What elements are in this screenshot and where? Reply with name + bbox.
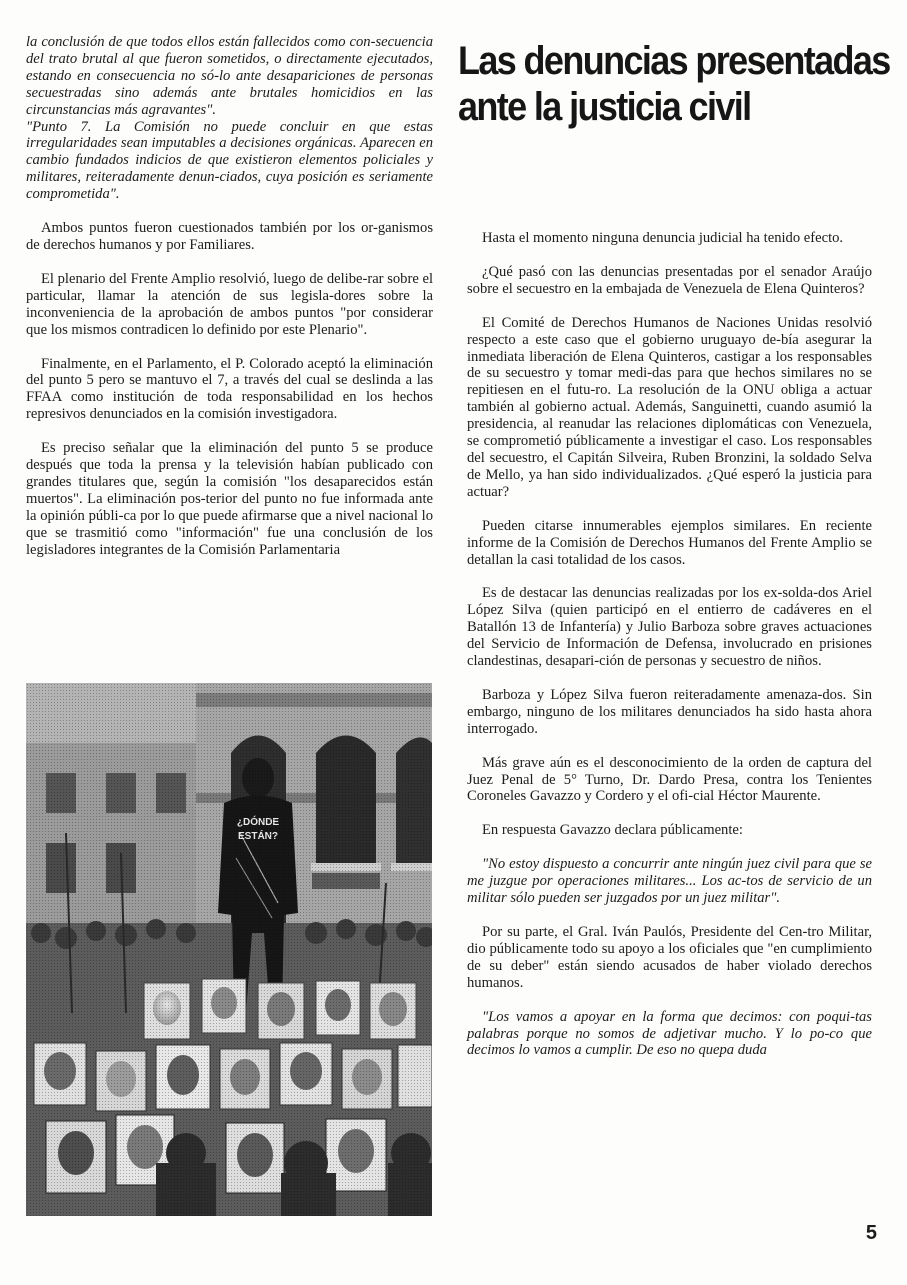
quote-paragraph: "Los vamos a apoyar en la forma que decimos: con poqui-tas palabras porque no somos de adjetivar mucho. Y lo po-co que decimos lo vamos a cumplir. De eso no quepa duda bbox=[467, 1008, 872, 1059]
body-paragraph: Por su parte, el Gral. Iván Paulós, Presidente del Cen-tro Militar, dio públicamente todo su apoyo a los oficiales que "en cumplimiento de su deber" están siendo acusados de haber violado derechos humanos. bbox=[467, 924, 872, 991]
body-paragraph: Finalmente, en el Parlamento, el P. Colorado aceptó la eliminación del punto 5 pero se mantuvo el 7, a través del cual se deslinda a las FFAA como institución de toda responsabilidad en los hechos represivos denunciados en la comisión investigadora. bbox=[26, 355, 433, 423]
quote-paragraph: "No estoy dispuesto a concurrir ante ningún juez civil para que se me juzgue por operaciones militares... Los ac-tos de servicio de un militar sólo pueden ser juzgados por un juez militar". bbox=[467, 856, 872, 907]
body-paragraph: Ambos puntos fueron cuestionados también por los or-ganismos de derechos humanos y por Familiares. bbox=[26, 220, 433, 253]
headline-line-2: ante la justicia civil bbox=[458, 85, 751, 129]
headline-line-1: Las denuncias presentadas bbox=[458, 39, 890, 83]
body-paragraph: En respuesta Gavazzo declara públicamente: bbox=[482, 822, 743, 839]
body-paragraph: Es de destacar las denuncias realizadas por los ex-solda-dos Ariel López Silva (quien participó en el entierro de cadáveres en el Batallón 13 de Infantería) y Julio Barboza sobre graves actuaciones del Servicio de Información de Defensa, involucrado en prisiones clandestinas, desapari-ción de personas y secuestro de niños. bbox=[467, 585, 872, 670]
body-paragraph: Hasta el momento ninguna denuncia judicial ha tenido efecto. bbox=[482, 230, 844, 246]
right-column bbox=[467, 230, 872, 1076]
body-paragraph: El plenario del Frente Amplio resolvió, luego de delibe-rar sobre el particular, llamar la atención de sus legisla-dores sobre la inconveniencia de la aprobación de ambos puntos "por considerar que los mismos contradicen lo definido por este Plenario". bbox=[26, 270, 433, 338]
body-paragraph: El Comité de Derechos Humanos de Naciones Unidas resolvió respecto a este caso que el gobierno uruguayo de-bía asegurar la inmediata liberación de Elena Quinteros, castigar a los responsables de su secuestro y tomar medi-das para que hechos similares no se repitiesen en el futu-ro. La resolución de la ONU obliga a actuar también al gobierno actual. Además, Sanguinetti, cuando asumió la presidencia, al reanudar las relaciones diplomáticas con Venezuela, se comprometió públicamente a investigar el caso. Los responsables del secuestro, el Capitán Silveira, Ruben Bronzini, la soldado Selva de Mello, ya han sido individualizados. ¿Qué esperó la justicia para actuar? bbox=[467, 314, 872, 500]
body-paragraph: Es preciso señalar que la eliminación del punto 5 se produce después que toda la prensa y la televisión habían publicado con grandes titulares que, según la comisión "los desaparecidos están muertos". La eliminación pos-terior del punto no fue informada ante la opinión públi-ca por lo que puede afirmarse que a nivel nacional lo que se trasmitió como "información" fue una conclusión de los legisladores integrantes de la Comisión Parlamentaria bbox=[26, 440, 433, 558]
protest-photo-drawing bbox=[26, 683, 432, 1216]
body-paragraph: Más grave aún es el desconocimiento de la orden de captura del Juez Penal de 5° Turno, Dr. Dardo Presa, contra los Tenientes Coroneles Gavazzo y Cordero y el ofi-cial Héctor Maurente. bbox=[467, 754, 872, 805]
quote-paragraph: "Punto 7. La Comisión no puede concluir en que estas irregularidades sean imputables a decisiones orgánicas. Aparecen en cambio fundados indicios de que existieron elementos policiales y militares, reiteradamente denun-ciados, cuya posición es seriamente comprometida". bbox=[26, 118, 433, 203]
body-paragraph: ¿Qué pasó con las denuncias presentadas por el senador Araújo sobre el secuestro en la embajada de Venezuela de Elena Quinteros? bbox=[467, 263, 872, 297]
body-paragraph: Pueden citarse innumerables ejemplos similares. En reciente informe de la Comisión de Derechos Humanos del Frente Amplio se detallan la casi totalidad de los casos. bbox=[467, 517, 872, 568]
quote-paragraph: la conclusión de que todos ellos están fallecidos como con-secuencia del trato brutal al que fueron sometidos, o directamente ejecutados, estando en consecuencia no só-lo ante desapariciones de personas secuestradas sino además ante brutales homicidios en las circunstancias más agravantes". bbox=[26, 34, 433, 118]
left-column bbox=[26, 34, 433, 575]
body-paragraph: Barboza y López Silva fueron reiteradamente amenaza-dos. Sin embargo, ninguno de los militares denunciados ha sido hasta ahora interrogado. bbox=[467, 686, 872, 737]
protest-photo bbox=[26, 683, 432, 1216]
page-number: 5 bbox=[865, 1222, 877, 1244]
commission-quote bbox=[26, 34, 433, 203]
article-headline bbox=[458, 38, 890, 130]
